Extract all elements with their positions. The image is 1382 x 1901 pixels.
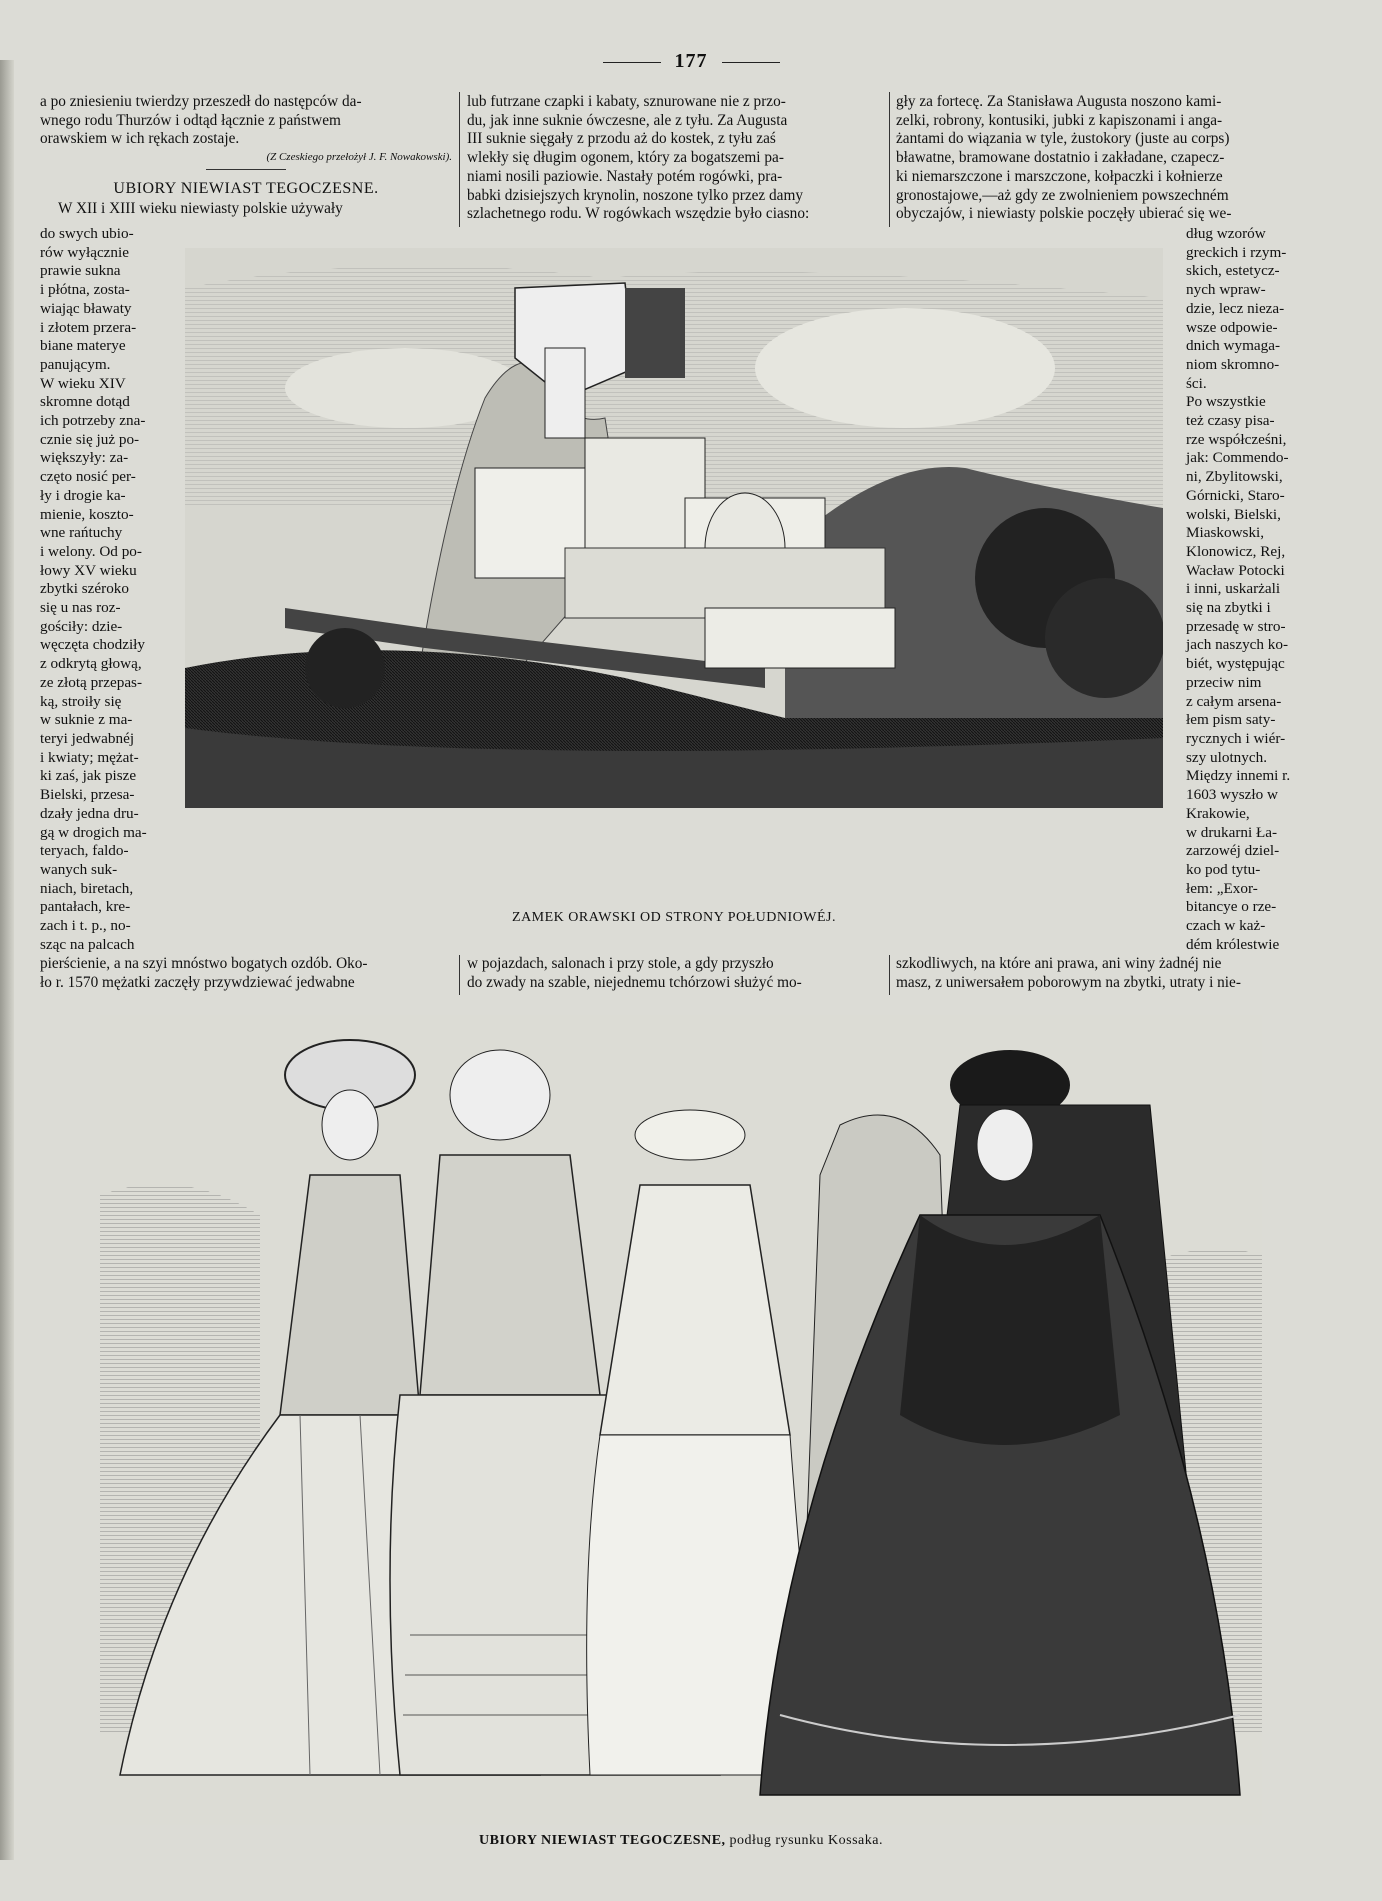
text-line: Miaskowski, [1186, 524, 1265, 542]
column-3-narrow [1186, 225, 1314, 954]
column-3-top [896, 93, 1314, 224]
text-line: przesadę w stro- [1186, 617, 1286, 635]
text-line: teryi jedwabnéj [40, 729, 135, 747]
text-line: bitancye o rze- [1186, 898, 1277, 916]
page-number: 177 [0, 50, 1382, 73]
column-3-bottom [896, 955, 1314, 992]
text-line: częto nosić per- [40, 468, 136, 486]
text-line: zach i t. p., no- [40, 917, 131, 935]
text-line: biane materye [40, 337, 126, 355]
text-line: ło r. 1570 mężatki zaczęły przywdziewać jedwabne [40, 973, 355, 991]
column-2-top [467, 93, 885, 224]
costumes-caption-title: UBIORY NIEWIAST TEGOCZESNE, [479, 1833, 726, 1848]
text-line: pantałach, kre- [40, 898, 131, 916]
text-line: w suknie z ma- [40, 711, 133, 729]
text-line: gościły: dzie- [40, 617, 123, 635]
text-line: ich potrzeby zna- [40, 412, 146, 430]
section-title: UBIORY NIEWIAST TEGOCZESNE. [113, 180, 379, 198]
text-line: mienie, koszto- [40, 505, 134, 523]
text-line: babki dzisiejszych krynolin, noszone tylko przez damy [467, 186, 804, 204]
text-line: Między innemi r. [1186, 767, 1291, 785]
column-rule [459, 955, 460, 995]
text-line: do swych ubio- [40, 225, 134, 242]
column-rule [889, 92, 890, 227]
text-line: rów wyłącznie [40, 243, 129, 261]
text-line: ką, stroiły się [40, 692, 122, 710]
text-line: pierścienie, a na szyi mnóstwo bogatych ozdób. Oko- [40, 955, 368, 972]
text-line: 1603 wyszło w [1186, 786, 1278, 804]
text-line: zelki, robrony, kontusiki, jubki z kapiszonami i anga- [896, 111, 1223, 129]
text-line: wsze odpowie- [1186, 318, 1278, 336]
text-line: jach naszych ko- [1186, 636, 1289, 654]
page-edge-shadow [0, 60, 14, 1860]
text-line: orawskiem w ich rękach zostaje. [40, 130, 240, 148]
text-line: dzały jedna dru- [40, 804, 139, 822]
translation-credit: (Z Czeskiego przełożył J. F. Nowakowski). [266, 151, 452, 164]
text-line: greckich i rzym- [1186, 243, 1287, 261]
text-line: niom skromno- [1186, 355, 1280, 373]
text-line: dnich wymaga- [1186, 337, 1281, 355]
text-line: też czasy pisa- [1186, 412, 1275, 430]
text-line: łem pism saty- [1186, 711, 1276, 729]
text-line: biét, występując [1186, 655, 1285, 673]
text-line: W wieku XIV [40, 374, 126, 392]
text-line: masz, z uniwersałem poborowym na zbytki, utraty i nie- [896, 973, 1241, 991]
text-line: Górnicki, Staro- [1186, 486, 1285, 504]
text-line: czach w każ- [1186, 917, 1266, 935]
castle-caption: ZAMEK ORAWSKI OD STRONY POŁUDNIOWÉJ. [512, 910, 836, 925]
text-line: lub futrzane czapki i kabaty, sznurowane nie z przo- [467, 93, 786, 110]
column-rule [459, 92, 460, 227]
text-line: z odkrytą głową, [40, 655, 142, 673]
costumes-caption [100, 1833, 1262, 1849]
text-line: dém królestwie [1186, 935, 1280, 953]
text-line: przeciw nim [1186, 673, 1262, 691]
text-line: ły i drogie ka- [40, 486, 126, 504]
text-line: się na zbytki i [1186, 599, 1271, 617]
text-line: niami nosili paziowie. Nastały potém rogówki, pra- [467, 167, 783, 185]
text-line: teryach, faldo- [40, 842, 129, 860]
text-line: gły za fortecę. Za Stanisława Augusta noszono kami- [896, 93, 1222, 110]
text-line: ko pod tytu- [1186, 860, 1261, 878]
text-line: jak: Commendo- [1186, 449, 1289, 467]
text-line: wanych suk- [40, 860, 118, 878]
text-line: sząc na palcach [40, 935, 135, 953]
text-line: węczęta chodziły [40, 636, 145, 654]
text-line: wne rańtuchy [40, 524, 123, 542]
text-line: skich, estetycz- [1186, 262, 1280, 280]
text-line: nych wpraw- [1186, 281, 1266, 299]
text-line: do zwady na szable, niejednemu tchórzowi służyć mo- [467, 973, 802, 991]
text-line: zarzowéj dziel- [1186, 842, 1280, 860]
column-1-narrow [40, 225, 165, 954]
text-line: i kwiaty; mężat- [40, 748, 139, 766]
text-line: Bielski, przesa- [40, 786, 135, 804]
text-line: Wacław Potocki [1186, 561, 1285, 579]
text-line: łem: „Exor- [1186, 879, 1258, 897]
text-line: ki zaś, jak pisze [40, 767, 137, 785]
text-line: i złotem przera- [40, 318, 137, 336]
column-1-top [40, 93, 452, 219]
text-line: i płótna, zosta- [40, 281, 130, 299]
text-line: szy ulotnych. [1186, 748, 1267, 766]
text-line: bławatne, bramowane dostatnio i zakładane, czapecz- [896, 149, 1225, 167]
text-line: wnego rodu Thurzów i odtąd łącznie z państwem [40, 111, 341, 129]
text-line: w pojazdach, salonach i przy stole, a gdy przyszło [467, 955, 774, 972]
text-line: dzie, lecz nieza- [1186, 299, 1285, 317]
costumes-engraving [100, 1015, 1262, 1825]
text-line: dług wzorów [1186, 225, 1266, 242]
text-line: gronostajowe,—aż gdy ze zwolnieniem powszechném [896, 186, 1229, 204]
text-line: w drukarni Ła- [1186, 823, 1278, 841]
text-line: szkodliwych, na które ani prawa, ani winy żadnéj nie [896, 955, 1222, 972]
text-line: niach, biretach, [40, 879, 134, 897]
column-1-bottom [40, 955, 452, 992]
text-line: panującym. [40, 355, 111, 373]
text-line: łowy XV wieku [40, 561, 137, 579]
text-line: ni, Zbylitowski, [1186, 468, 1283, 486]
text-line: wlekły się długim ogonem, który za bogatszemi pa- [467, 149, 784, 167]
text-line: obyczajów, i niewiasty polskie poczęły ubierać się we- [896, 205, 1232, 223]
text-line: Po wszystkie [1186, 393, 1266, 411]
text-line: zbytki széroko [40, 580, 129, 598]
text-line: prawie sukna [40, 262, 121, 280]
separator [206, 169, 286, 170]
text-line: du, jak inne suknie ówczesne, ale z tyłu. Za Augusta [467, 111, 788, 129]
castle-engraving [185, 248, 1163, 898]
text-line: W XII i XIII wieku niewiasty polskie używały [58, 200, 343, 218]
column-2-bottom [467, 955, 885, 992]
text-line: wolski, Bielski, [1186, 505, 1281, 523]
text-line: z całym arsena- [1186, 692, 1282, 710]
text-line: III suknie sięgały z przodu aż do kostek, z tyłu zaś [467, 130, 776, 148]
text-line: cznie się już po- [40, 430, 140, 448]
text-line: gą w drogich ma- [40, 823, 147, 841]
text-line: rycznych i wiér- [1186, 729, 1286, 747]
text-line: a po zniesieniu twierdzy przeszedł do następców da- [40, 93, 362, 110]
text-line: się u nas roz- [40, 599, 121, 617]
column-rule [889, 955, 890, 995]
text-line: ze złotą przepas- [40, 673, 143, 691]
text-line: Krakowie, [1186, 804, 1250, 822]
text-line: rze współcześni, [1186, 430, 1287, 448]
text-line: żantami do wiązania w tyle, żustokory (juste au corps) [896, 130, 1230, 148]
costumes-caption-sub: podług rysunku Kossaka. [729, 1833, 883, 1848]
text-line: ści. [1186, 374, 1207, 392]
text-line: i welony. Od po- [40, 542, 142, 560]
text-line: skromne dotąd [40, 393, 130, 411]
text-line: ki niemarszczone i marszczone, kołpaczki i kołnierze [896, 167, 1223, 185]
text-line: Klonowicz, Rej, [1186, 542, 1286, 560]
text-line: wiając bławaty [40, 299, 132, 317]
text-line: i inni, uskarżali [1186, 580, 1281, 598]
text-line: większyły: za- [40, 449, 129, 467]
text-line: szlachetnego rodu. W rogówkach wszędzie było ciasno: [467, 205, 810, 223]
